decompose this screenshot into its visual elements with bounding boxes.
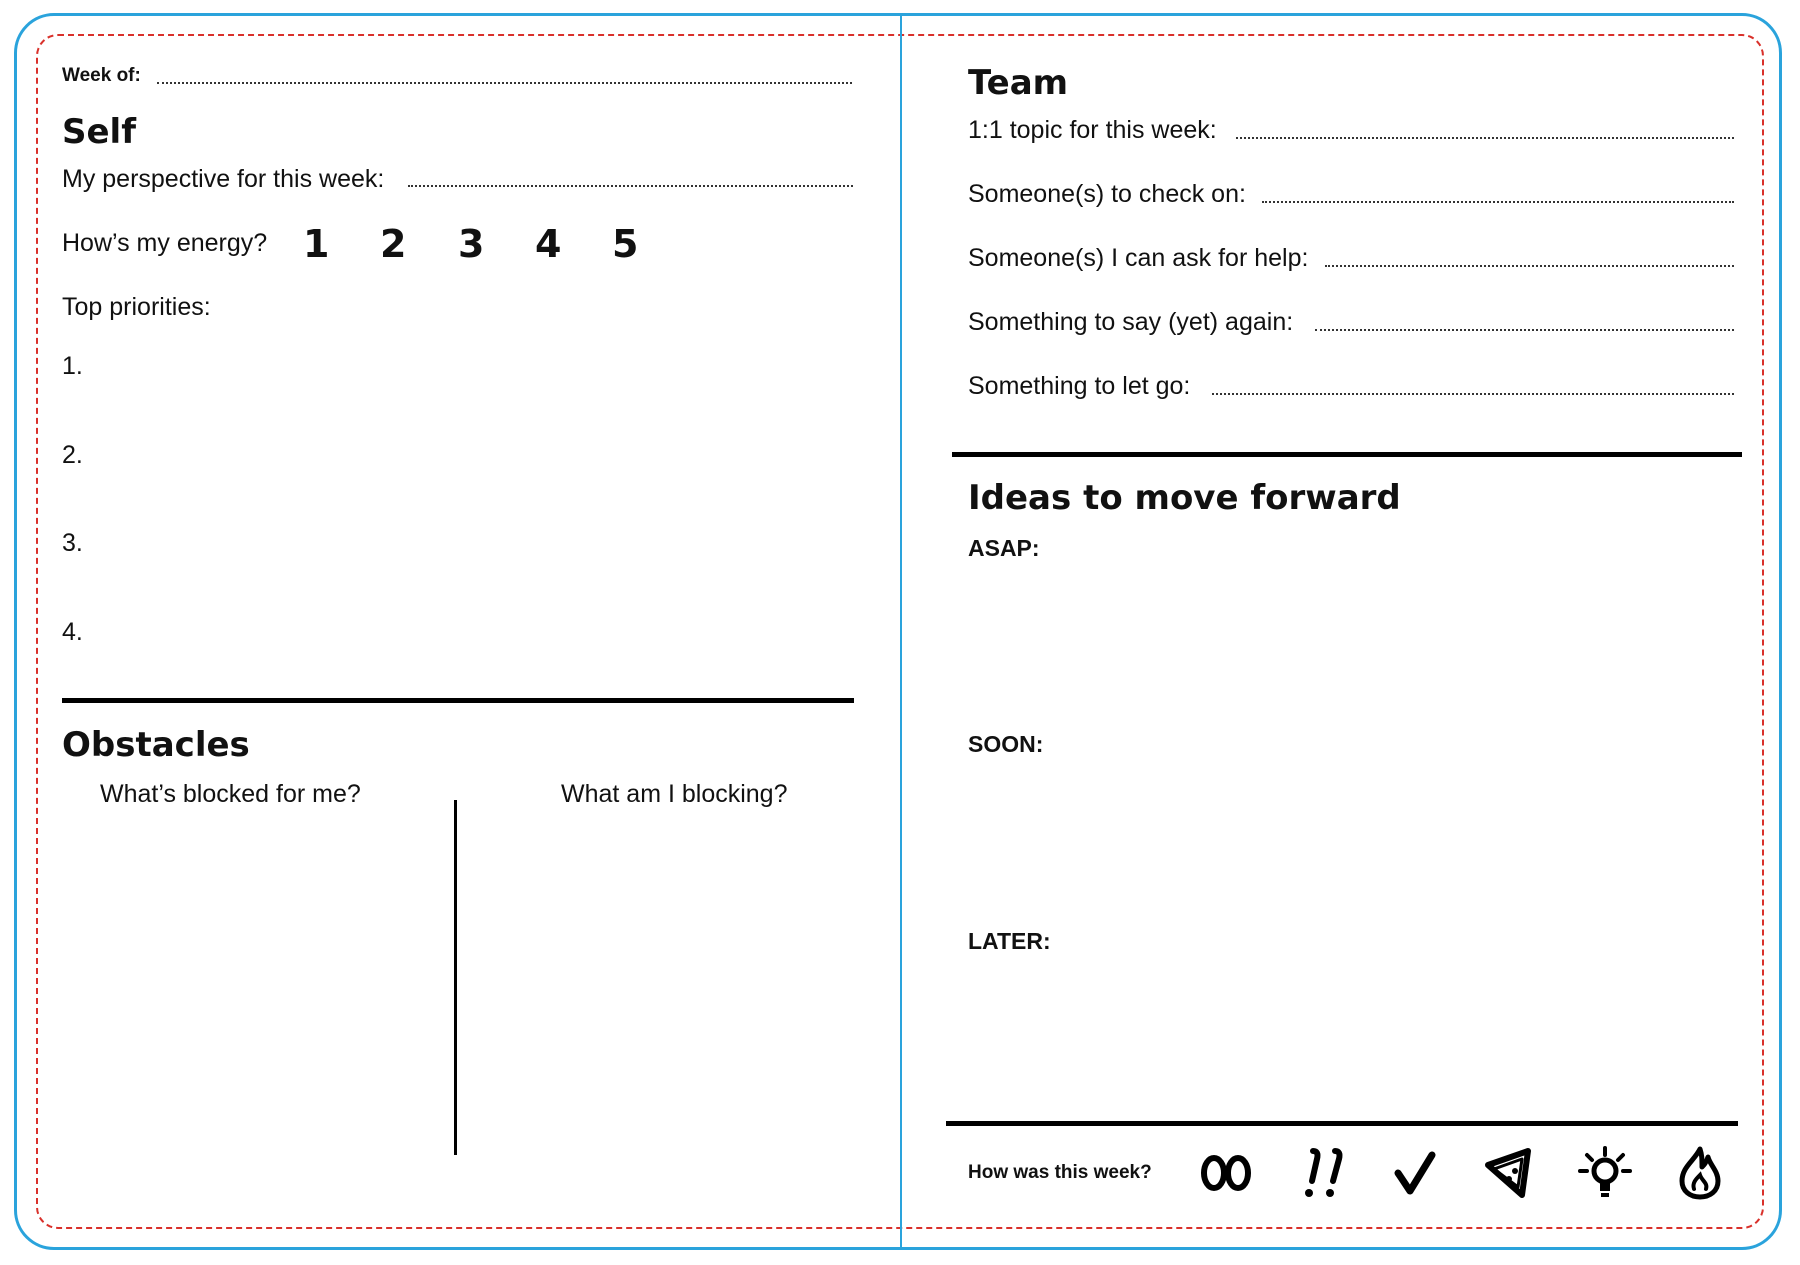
asap-label: ASAP: <box>968 535 1040 561</box>
energy-level-4[interactable]: 4 <box>535 222 562 266</box>
priority-number-3: 3. <box>62 529 83 557</box>
team-prompt-ask-help: Someone(s) I can ask for help: <box>968 244 1309 272</box>
energy-level-3[interactable]: 3 <box>458 222 485 266</box>
energy-level-2[interactable]: 2 <box>380 222 407 266</box>
priority-number-2: 2. <box>62 441 83 469</box>
team-heading: Team <box>968 63 1069 103</box>
soon-label: SOON: <box>968 731 1044 757</box>
later-label: LATER: <box>968 928 1051 954</box>
team-prompt-say-again: Something to say (yet) again: <box>968 308 1294 336</box>
section-divider-bottom <box>946 1121 1738 1126</box>
priority-number-1: 1. <box>62 352 83 380</box>
double-exclamation-icon[interactable] <box>1293 1145 1349 1201</box>
energy-label: How’s my energy? <box>62 229 268 257</box>
checkmark-icon[interactable] <box>1388 1145 1444 1201</box>
team-prompt-1on1: 1:1 topic for this week: <box>968 116 1217 144</box>
team-field-check-on[interactable] <box>1262 201 1734 203</box>
team-field-let-go[interactable] <box>1212 393 1734 395</box>
obstacles-heading: Obstacles <box>62 725 250 765</box>
team-prompt-let-go: Something to let go: <box>968 372 1191 400</box>
priorities-label: Top priorities: <box>62 293 211 321</box>
team-field-ask-help[interactable] <box>1325 265 1734 267</box>
priority-number-4: 4. <box>62 618 83 646</box>
energy-level-1[interactable]: 1 <box>303 222 330 266</box>
week-of-field[interactable] <box>157 82 852 84</box>
blocked-for-me-label: What’s blocked for me? <box>100 780 361 808</box>
pizza-slice-icon[interactable] <box>1482 1145 1538 1201</box>
obstacles-divider <box>454 800 457 1155</box>
section-divider-right <box>952 452 1742 457</box>
eyes-icon[interactable] <box>1198 1145 1254 1201</box>
flame-icon[interactable] <box>1672 1145 1728 1201</box>
perspective-field[interactable] <box>408 185 853 187</box>
team-field-1on1[interactable] <box>1236 137 1734 139</box>
energy-level-5[interactable]: 5 <box>612 222 639 266</box>
team-field-say-again[interactable] <box>1315 329 1734 331</box>
week-rating-label: How was this week? <box>968 1162 1152 1183</box>
team-prompt-check-on: Someone(s) to check on: <box>968 180 1246 208</box>
ideas-heading: Ideas to move forward <box>968 478 1401 518</box>
fold-line <box>900 13 902 1250</box>
perspective-label: My perspective for this week: <box>62 165 385 193</box>
blocking-label: What am I blocking? <box>561 780 788 808</box>
section-divider-left <box>62 698 854 703</box>
lightbulb-icon[interactable] <box>1577 1145 1633 1201</box>
week-of-label: Week of: <box>62 65 141 86</box>
self-heading: Self <box>62 112 136 152</box>
